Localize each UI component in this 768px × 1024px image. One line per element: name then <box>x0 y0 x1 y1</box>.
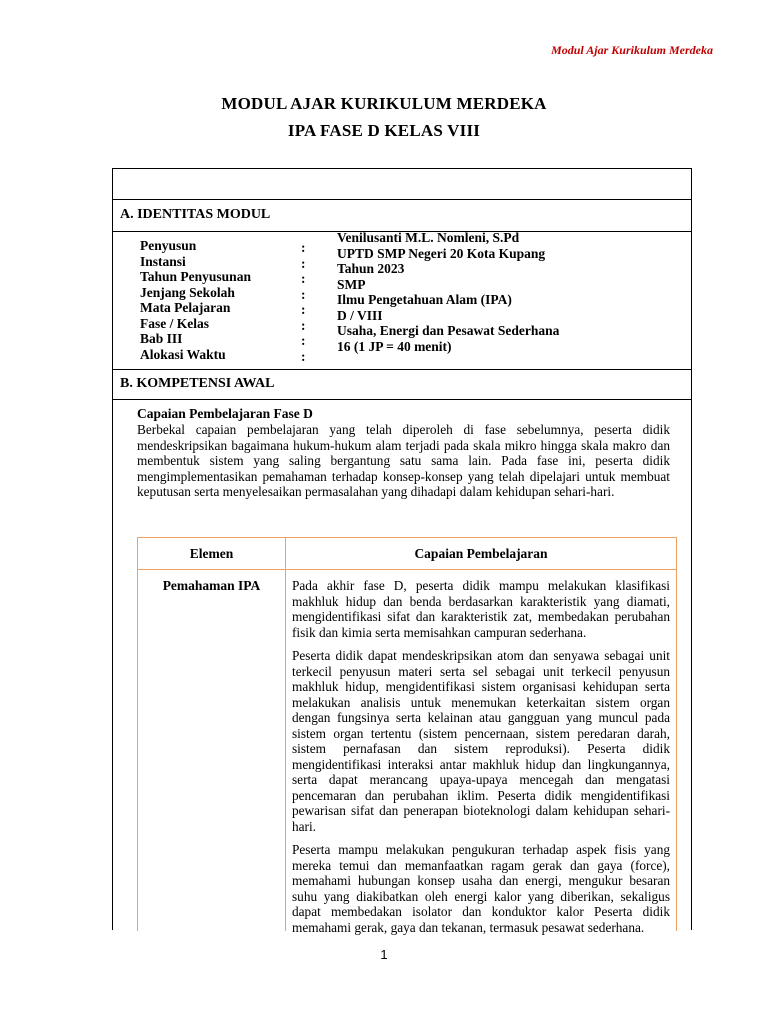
field-value-penyusun: Venilusanti M.L. Nomleni, S.Pd <box>337 230 520 245</box>
field-label-tahun: Tahun Penyusunan <box>140 269 251 284</box>
document-title: MODUL AJAR KURIKULUM MERDEKA <box>221 94 547 113</box>
cp-paragraph-2: Peserta didik dapat mendeskripsikan atom dan senyawa sebagai unit terkecil penyusun materi serta sel sebagai unit terkecil penyusun makhluk hidup, mengidentifikasi sistem organisasi kehidupan serta melakukan analisis untuk menemukan keterkaitan sistem organ dengan fungsinya serta kelainan atau gangguan yang muncul pada sistem organ tertentu (sistem pencernaan, sistem peredaran darah, sistem pernafasan dan sistem reproduksi). Peserta didik mengidentifikasi interaksi antar makhluk hidup dan lingkungannya, serta dapat merancang upaya-upaya mencegah dan mengatasi pencemaran dan perubahan iklim. Peserta didik mengidentifikasi pewarisan sifat dan penerapan bioteknologi dalam kehidupan sehari-hari. <box>292 648 670 834</box>
cp-table-element-name: Pemahaman IPA <box>162 578 261 593</box>
field-label-jenjang: Jenjang Sekolah <box>140 284 235 300</box>
page-number: 1 <box>380 947 388 962</box>
field-label-instansi: Instansi <box>140 253 186 269</box>
table-divider <box>113 199 691 200</box>
field-colon: : <box>301 302 306 317</box>
field-colon: : <box>301 286 306 302</box>
identity-values <box>337 230 559 354</box>
module-table <box>112 168 692 935</box>
field-value-bab: Usaha, Energi dan Pesawat Sederhana <box>337 323 560 338</box>
field-value-jenjang: SMP <box>337 276 366 292</box>
identity-colons <box>301 240 306 364</box>
cp-table-column-divider <box>285 538 286 931</box>
cp-paragraph: Berbekal capaian pembelajaran yang telah diperoleh di fase sebelumnya, peserta didik mendeskripsikan bagaimana hukum-hukum alam terjadi pada skala mikro hingga skala makro dan membentuk sistem yang saling bergantung satu sama lain. Pada fase ini, peserta didik mengimplementasikan pemahaman terhadap konsep-konsep yang telah dipelajari untuk membuat keputusan serta menyelesaikan permasalahan yang dihadapi dalam kehidupan sehari-hari. <box>137 422 670 500</box>
field-colon: : <box>301 333 306 348</box>
field-label-alokasi: Alokasi Waktu <box>140 346 226 362</box>
field-value-tahun: Tahun 2023 <box>337 261 405 276</box>
field-value-fase: D / VIII <box>337 307 383 323</box>
field-label-fase: Fase / Kelas <box>140 315 209 331</box>
field-colon: : <box>301 240 306 255</box>
field-value-alokasi: 16 (1 JP = 40 menit) <box>337 338 452 354</box>
field-value-instansi: UPTD SMP Negeri 20 Kota Kupang <box>337 245 546 261</box>
table-divider <box>113 369 691 370</box>
cp-table-header-elemen: Elemen <box>189 546 234 561</box>
field-value-mapel: Ilmu Pengetahuan Alam (IPA) <box>337 292 512 307</box>
section-a-title: A. IDENTITAS MODUL <box>120 207 271 222</box>
section-b-title: B. KOMPETENSI AWAL <box>120 376 275 391</box>
cp-table-header-capaian: Capaian Pembelajaran <box>414 546 548 561</box>
cp-table-content <box>292 578 670 943</box>
field-colon: : <box>301 271 306 286</box>
header-note: Modul Ajar Kurikulum Merdeka <box>551 43 713 57</box>
field-colon: : <box>301 317 306 333</box>
cp-paragraph-1: Pada akhir fase D, peserta didik mampu melakukan klasifikasi makhluk hidup dan benda berdasarkan karakteristik yang diamati, mengidentifikasi sifat dan karakteristik zat, membedakan perubahan fisik dan kimia serta memisahkan campuran sederhana. <box>292 578 670 640</box>
document-subtitle: IPA FASE D KELAS VIII <box>287 121 481 140</box>
field-label-mapel: Mata Pelajaran <box>140 300 231 315</box>
field-colon: : <box>301 255 306 271</box>
cp-heading: Capaian Pembelajaran Fase D <box>137 406 313 421</box>
table-divider <box>113 399 691 400</box>
cp-table-header-divider <box>138 569 676 570</box>
field-colon: : <box>301 348 306 364</box>
field-label-bab: Bab III <box>140 331 183 346</box>
identity-labels <box>140 238 251 362</box>
cp-paragraph-3: Peserta mampu melakukan pengukuran terhadap aspek fisis yang mereka temui dan memanfaatkan ragam gerak dan gaya (force), memahami hubungan konsep usaha dan energi, mengukur besaran suhu yang diakibatkan oleh energi kalor yang diberikan, sekaligus dapat membedakan isolator dan konduktor kalor Peserta didik memahami gerak, gaya dan tekanan, termasuk pesawat sederhana. <box>292 842 670 935</box>
field-label-penyusun: Penyusun <box>140 238 197 253</box>
cp-table <box>137 537 677 935</box>
